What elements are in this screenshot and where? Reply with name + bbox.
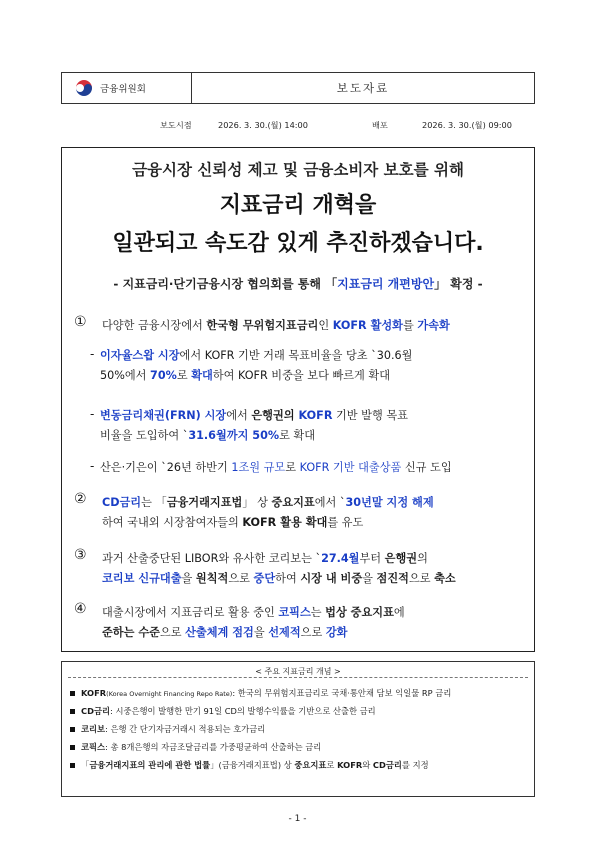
title-line-1: 금융시장 신뢰성 제고 및 금융소비자 보호를 위해 — [132, 161, 464, 179]
concept-cofix: 코픽스: 총 8개은행의 자금조달금리를 가중평균하여 산출하는 금리 — [70, 741, 321, 753]
item-1-sub-2-dash: - — [90, 407, 95, 421]
item-2-text: CD금리는 「금융거래지표법」 상 중요지표에서 `30년말 지정 해제 하여 국내외 시장참여자들의 KOFR 활용 확대를 유도 — [102, 496, 434, 529]
concept-box — [61, 661, 535, 797]
distribution-label: 배포 — [372, 120, 388, 130]
item-1-text: 다양한 금융시장에서 한국형 무위험지표금리인 KOFR 활성화를 가속화 — [102, 319, 450, 332]
doc-type: 보도자료 — [336, 81, 390, 95]
item-4-number: ④ — [74, 601, 87, 617]
item-2-number: ② — [74, 491, 87, 507]
concept-law: 「금융거래지표의 관리에 관한 법률」(금융거래지표법) 상 중요지표로 KOFR와 CD금리를 지정 — [70, 759, 429, 771]
concept-koribor: 코리보: 은행 간 단기자금거래시 적용되는 호가금리 — [70, 723, 265, 735]
bullet-square-icon — [70, 745, 75, 750]
item-1-sub-1-text: 이자율스왑 시장에서 KOFR 기반 거래 목표비율을 당초 `30.6월 50%에서 70%로 확대하여 KOFR 비중을 보다 빠르게 확대 — [100, 349, 413, 382]
embargo-value: 2026. 3. 30.(월) 14:00 — [218, 120, 308, 130]
item-4-text: 대출시장에서 지표금리로 활용 중인 코픽스는 법상 중요지표에 준하는 수준으로 산출체계 점검을 선제적으로 강화 — [102, 606, 405, 639]
title-line-3: 일관되고 속도감 있게 추진하겠습니다. — [112, 231, 484, 256]
concept-kofr: KOFR(Korea Overnight Financing Repo Rate): 한국의 무위험지표금리로 국채·통안채 담보 익일물 RP 금리 — [70, 687, 451, 699]
org-name: 금융위원회 — [100, 84, 146, 95]
main-content-box — [61, 147, 535, 652]
item-1-sub-1-dash: - — [90, 347, 95, 361]
item-3-number: ③ — [74, 547, 87, 563]
concept-title: < 주요 지표금리 개념 > — [255, 667, 341, 676]
bullet-square-icon — [70, 709, 75, 714]
item-1-sub-3-text: 산은·기은이 `26년 하반기 1조원 규모로 KOFR 기반 대출상품 신규 도입 — [100, 461, 452, 474]
item-3-text: 과거 산출중단된 LIBOR와 유사한 코리보는 `27.4월부터 은행권의 코리보 신규대출을 원칙적으로 중단하여 시장 내 비중을 점진적으로 축소 — [102, 552, 456, 585]
bullet-square-icon — [70, 691, 75, 696]
concept-cd-rate: CD금리: 시중은행이 발행한 만기 91일 CD의 발행수익률을 기반으로 산출한 금리 — [70, 705, 376, 717]
press-release-header — [61, 72, 535, 104]
title-line-2: 지표금리 개혁을 — [219, 193, 377, 218]
concept-divider — [68, 677, 528, 678]
item-1-sub-2-text: 변동금리채권(FRN) 시장에서 은행권의 KOFR 기반 발행 목표 비율을 도입하여 `31.6월까지 50%로 확대 — [100, 409, 408, 442]
bullet-square-icon — [70, 763, 75, 768]
embargo-label: 보도시점 — [160, 120, 192, 130]
item-1-number: ① — [74, 314, 87, 330]
item-1-sub-3-dash: - — [90, 459, 95, 473]
bullet-square-icon — [70, 727, 75, 732]
release-info — [160, 120, 540, 131]
distribution-value: 2026. 3. 30.(월) 09:00 — [422, 120, 512, 130]
subtitle: - 지표금리·단기금융시장 협의회를 통해 「지표금리 개편방안」 확정 - — [113, 277, 483, 291]
org-logo-area — [62, 73, 192, 103]
page-number: - 1 - — [288, 814, 307, 824]
fsc-logo-icon — [74, 78, 94, 98]
